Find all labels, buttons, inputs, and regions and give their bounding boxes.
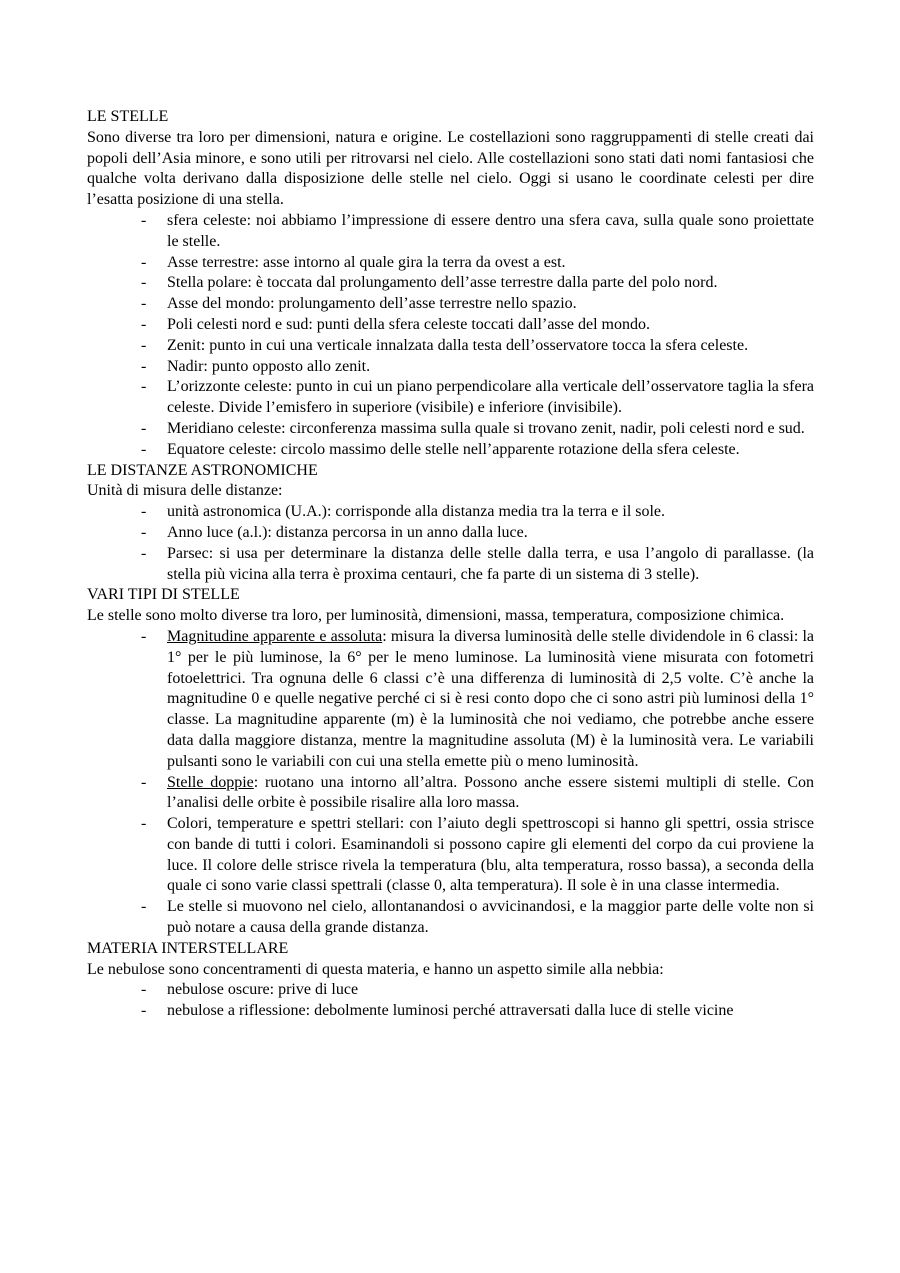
item-text: Equatore celeste: circolo massimo delle stelle nell’apparente rotazione della sfera celeste. (167, 440, 740, 458)
list-item (87, 627, 814, 773)
item-text: Poli celesti nord e sud: punti della sfera celeste toccati dall’asse del mondo. (167, 315, 650, 333)
bullet-dash: - (141, 815, 147, 833)
section-materia-interstellare (87, 939, 814, 1022)
bullet-dash: - (141, 440, 147, 458)
bullet-dash: - (141, 295, 147, 313)
section-intro: Unità di misura delle distanze: (87, 482, 283, 500)
item-text: Parsec: si usa per determinare la distanza delle stelle dalla terra, e usa l’angolo di parallasse. (la stella più vicina alla terra è proxima centauri, che fa parte di un sistema di 3 stelle). (167, 544, 814, 583)
list-item (87, 211, 814, 253)
list-item (87, 897, 814, 939)
list-item (87, 294, 814, 315)
bullet-dash: - (141, 253, 147, 271)
bullet-dash: - (141, 773, 147, 791)
bullet-list (87, 980, 814, 1022)
list-item (87, 253, 814, 274)
list-item (87, 377, 814, 419)
bullet-list (87, 502, 814, 585)
item-text: nebulose oscure: prive di luce (167, 981, 359, 999)
item-term: Magnitudine apparente e assoluta (167, 627, 383, 645)
document-page (87, 107, 814, 1022)
item-text: : ruotano una intorno all’altra. Possono anche essere sistemi multipli di stelle. Con l’analisi delle orbite è possibile risalire alla loro massa. (167, 773, 815, 812)
bullet-dash: - (141, 627, 147, 645)
bullet-dash: - (141, 211, 147, 229)
section-vari-tipi-di-stelle (87, 585, 814, 939)
bullet-dash: - (141, 336, 147, 354)
list-item (87, 440, 814, 461)
section-le-stelle (87, 107, 814, 461)
bullet-dash: - (141, 1002, 147, 1020)
bullet-dash: - (141, 378, 147, 396)
item-term: Stelle doppie (167, 773, 254, 791)
bullet-dash: - (141, 544, 147, 562)
bullet-dash: - (141, 523, 147, 541)
list-item (87, 502, 814, 523)
bullet-dash: - (141, 981, 147, 999)
list-item (87, 814, 814, 897)
list-item (87, 315, 814, 336)
section-intro: Sono diverse tra loro per dimensioni, natura e origine. Le costellazioni sono raggruppamenti di stelle creati dai popoli dell’Asia minore, e sono utili per ritrovarsi nel cielo. Alle costellazioni sono stati dati nomi fantasiosi che qualche volta derivano dalla disposizione delle stelle nel cielo. Oggi si usano le coordinate celesti per dire l’esatta posizione di una stella. (87, 128, 814, 209)
list-item (87, 273, 814, 294)
section-heading: LE DISTANZE ASTRONOMICHE (87, 461, 318, 479)
item-text: Asse del mondo: prolungamento dell’asse terrestre nello spazio. (167, 295, 577, 313)
list-item (87, 336, 814, 357)
section-distanze-astronomiche (87, 461, 814, 586)
item-text: Zenit: punto in cui una verticale innalzata dalla testa dell’osservatore tocca la sfera celeste. (167, 336, 749, 354)
section-heading: LE STELLE (87, 108, 169, 125)
item-text: Stella polare: è toccata dal prolungamento dell’asse terrestre dalla parte del polo nord. (167, 274, 718, 292)
bullet-list (87, 627, 814, 939)
list-item (87, 773, 814, 815)
list-item (87, 523, 814, 544)
item-text: Nadir: punto opposto allo zenit. (167, 357, 371, 375)
section-heading: MATERIA INTERSTELLARE (87, 939, 289, 957)
item-text: sfera celeste: noi abbiamo l’impressione di essere dentro una sfera cava, sulla quale sono proiettate le stelle. (167, 211, 814, 250)
item-text: nebulose a riflessione: debolmente luminosi perché attraversati dalla luce di stelle vicine (167, 1002, 734, 1020)
bullet-dash: - (141, 503, 147, 521)
list-item (87, 1001, 814, 1022)
item-text: Meridiano celeste: circonferenza massima sulla quale si trovano zenit, nadir, poli celesti nord e sud. (167, 419, 805, 437)
list-item (87, 357, 814, 378)
item-text: unità astronomica (U.A.): corrisponde alla distanza media tra la terra e il sole. (167, 503, 666, 521)
section-intro: Le nebulose sono concentramenti di questa materia, e hanno un aspetto simile alla nebbia: (87, 960, 664, 978)
item-text: Colori, temperature e spettri stellari: con l’aiuto degli spettroscopi si hanno gli spettri, ossia strisce con bande di tutti i colori. Esaminandoli si possono capire gli elementi del corpo da cui proviene la luce. Il colore delle strisce rivela la temperatura (blu, alta temperatura, rosso bassa), a seconda della quale ci sono varie classi spettrali (classe 0, alta temperatura). Il sole è in una classe intermedia. (167, 815, 814, 895)
section-intro: Le stelle sono molto diverse tra loro, per luminosità, dimensioni, massa, temperatura, composizione chimica. (87, 607, 785, 625)
list-item (87, 544, 814, 586)
bullet-dash: - (141, 357, 147, 375)
list-item (87, 980, 814, 1001)
bullet-dash: - (141, 315, 147, 333)
bullet-list (87, 211, 814, 461)
item-text: Asse terrestre: asse intorno al quale gira la terra da ovest a est. (167, 253, 566, 271)
section-heading: VARI TIPI DI STELLE (87, 586, 240, 604)
bullet-dash: - (141, 898, 147, 916)
list-item (87, 419, 814, 440)
item-text: : misura la diversa luminosità delle stelle dividendole in 6 classi: la 1° per le più luminose, la 6° per le meno luminose. La luminosità viene misurata con fotometri fotoelettrici. Tra ognuna delle 6 classi c’è una differenza di luminosità di 2,5 volte. C’è anche la magnitudine 0 e quelle negative perché ci si è resi conto dopo che ci sono astri più luminosi della 1° classe. La magnitudine apparente (m) è la luminosità che noi vediamo, che potrebbe anche essere data dalla maggiore distanza, mentre la magnitudine assoluta (M) è la luminosità vera. Le variabili pulsanti sono le variabili con cui una stella emette più o meno luminosità. (167, 627, 815, 770)
bullet-dash: - (141, 274, 147, 292)
item-text: L’orizzonte celeste: punto in cui un piano perpendicolare alla verticale dell’osservatore taglia la sfera celeste. Divide l’emisfero in superiore (visibile) e inferiore (invisibile). (167, 378, 814, 417)
bullet-dash: - (141, 419, 147, 437)
item-text: Anno luce (a.l.): distanza percorsa in un anno dalla luce. (167, 523, 528, 541)
item-text: Le stelle si muovono nel cielo, allontanandosi o avvicinandosi, e la maggior parte delle volte non si può notare a causa della grande distanza. (167, 898, 814, 937)
